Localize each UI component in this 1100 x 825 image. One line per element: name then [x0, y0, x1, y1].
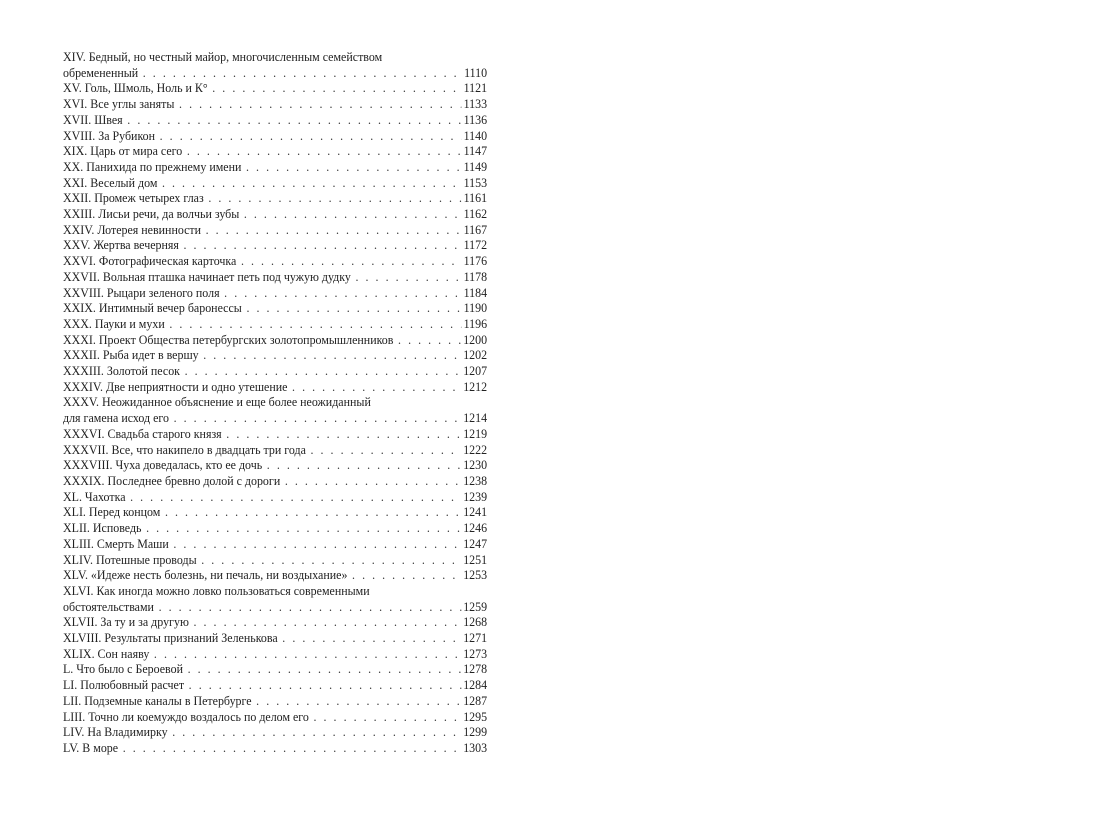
dot-leader — [398, 332, 461, 348]
toc-entry-title: XXX. Пауки и мухи — [63, 315, 165, 331]
toc-entry-line — [63, 724, 487, 740]
toc-page-number: 1162 — [463, 206, 488, 222]
toc-entry[interactable] — [63, 363, 488, 379]
toc-entry-title: XLV. «Идеже несть болезнь, ни печаль, ни воздыхание» — [63, 567, 348, 583]
toc-entry-title: XLIX. Сон наяву — [63, 645, 150, 661]
toc-entry-title: для гамена исход его — [63, 410, 170, 426]
toc-entry[interactable] — [63, 221, 488, 238]
dot-leader — [127, 112, 462, 128]
toc-entry-title: XXXI. Проект Общества петербургских золотопромышленников — [63, 331, 394, 347]
toc-entry[interactable] — [63, 488, 488, 505]
dot-leader — [187, 143, 462, 159]
toc-entry[interactable] — [63, 724, 488, 740]
toc-entry-line — [63, 536, 487, 552]
toc-page-number: 1133 — [463, 96, 488, 112]
toc-page-number: 1241 — [463, 504, 488, 520]
toc-entry-title: XXIII. Лисьи речи, да волчьи зубы — [63, 206, 240, 222]
toc-entry-title: XVII. Швея — [63, 111, 123, 127]
toc-entry[interactable] — [63, 268, 488, 285]
toc-entry-title: XLVIII. Результаты признаний Зеленькова — [63, 630, 278, 646]
toc-entry-title: XXXIII. Золотой песок — [63, 363, 180, 379]
dot-leader — [179, 96, 462, 112]
toc-entry[interactable] — [63, 520, 488, 536]
dot-leader — [224, 285, 462, 301]
dot-leader — [174, 410, 462, 426]
toc-entry-line — [63, 442, 487, 458]
toc-entry[interactable] — [63, 300, 488, 316]
toc-entry-title-line: XLVI. Как иногда можно ловко пользоваться современными — [63, 582, 370, 598]
dot-leader — [184, 237, 462, 253]
toc-entry[interactable] — [63, 394, 488, 426]
toc-entry-title: XXXII. Рыба идет в вершу — [63, 347, 199, 363]
toc-entry-title: XXIX. Интимный вечер баронессы — [63, 300, 242, 316]
toc-entry[interactable] — [63, 425, 488, 442]
dot-leader — [130, 489, 461, 505]
toc-entry[interactable] — [63, 237, 488, 253]
toc-entry[interactable] — [63, 504, 488, 520]
toc-entry[interactable] — [63, 96, 488, 112]
toc-entry[interactable] — [63, 567, 488, 583]
dot-leader — [208, 190, 461, 206]
dot-leader — [310, 442, 461, 458]
toc-page-number: 1212 — [463, 378, 488, 394]
toc-entry[interactable] — [63, 441, 488, 458]
toc-entry-line — [63, 379, 487, 395]
toc-entry[interactable] — [63, 739, 488, 756]
toc-entry-line — [63, 552, 487, 568]
toc-page-number: 1230 — [463, 457, 488, 473]
toc-entry-line — [63, 693, 487, 709]
toc-entry-title: XVI. Все углы заняты — [63, 96, 175, 112]
toc-entry-line — [63, 222, 487, 238]
toc-page-number: 1284 — [463, 677, 488, 693]
toc-entry[interactable] — [63, 190, 488, 206]
dot-leader — [162, 175, 462, 191]
toc-page-number: 1271 — [463, 630, 488, 646]
toc-page-number: 1259 — [463, 598, 488, 614]
toc-page-number: 1222 — [463, 441, 488, 457]
toc-entry-title: XXIV. Лотерея невинности — [63, 221, 202, 237]
dot-leader — [256, 693, 461, 709]
toc-page-number: 1251 — [463, 551, 488, 567]
toc-page-number: 1273 — [463, 645, 488, 661]
dot-leader — [226, 426, 461, 442]
toc-entry-line — [63, 661, 487, 677]
toc-page-number: 1153 — [463, 174, 488, 190]
toc-entry-title-line: XXXV. Неожиданное объяснение и еще более неожиданный — [63, 394, 371, 410]
toc-entry-line — [63, 159, 487, 175]
toc-entry-title: XV. Голь, Шмоль, Ноль и К° — [63, 80, 208, 96]
toc-entry-title: XXVI. Фотографическая карточка — [63, 253, 237, 269]
dot-leader — [172, 724, 461, 740]
dot-leader — [267, 457, 462, 473]
toc-entry[interactable] — [63, 535, 488, 552]
dot-leader — [212, 80, 462, 96]
toc-page-number: 1140 — [463, 127, 488, 143]
dot-leader — [246, 159, 462, 175]
toc-entry[interactable] — [63, 472, 488, 489]
toc-entry[interactable] — [63, 331, 488, 348]
dot-leader — [206, 222, 462, 238]
toc-entry-title: XX. Панихида по прежнему имени — [63, 158, 242, 174]
toc-entry-line — [63, 599, 487, 615]
toc-entry-line — [63, 709, 487, 725]
toc-entry-title: XXV. Жертва вечерняя — [63, 237, 179, 253]
dot-leader — [154, 646, 461, 662]
dot-leader — [352, 567, 461, 583]
toc-page-number: 1172 — [463, 237, 488, 253]
dot-leader — [244, 206, 462, 222]
dot-leader — [241, 253, 462, 269]
toc-entry-title: XXI. Веселый дом — [63, 174, 158, 190]
toc-entry-title: обремененный — [63, 64, 139, 80]
toc-entry-line — [63, 237, 487, 253]
dot-leader — [159, 599, 462, 615]
toc-entry[interactable] — [63, 174, 488, 191]
toc-page-number: 1149 — [463, 158, 488, 174]
toc-entry-title: XXXVI. Свадьба старого князя — [63, 425, 222, 441]
toc-entry[interactable] — [63, 158, 488, 175]
toc-entry[interactable] — [63, 692, 488, 709]
toc-entry[interactable] — [63, 143, 488, 159]
toc-page-number: 1161 — [463, 190, 488, 206]
toc-entry-line — [63, 269, 487, 285]
toc-entry[interactable] — [63, 111, 488, 128]
toc-entry-line — [63, 300, 487, 316]
dot-leader — [188, 661, 462, 677]
toc-page-number: 1214 — [463, 410, 488, 426]
toc-page-number: 1287 — [463, 692, 488, 708]
toc-entry-title: XXXVII. Все, что накипело в двадцать три года — [63, 441, 306, 457]
toc-entry-line — [63, 567, 487, 583]
toc-entry-line — [63, 332, 487, 348]
toc-page-number: 1299 — [463, 724, 488, 740]
toc-entry-line — [63, 614, 487, 630]
toc-entry[interactable] — [63, 284, 488, 301]
toc-entry-title: обстоятельствами — [63, 598, 154, 614]
toc-entry-line — [63, 410, 487, 426]
toc-entry-title: LII. Подземные каналы в Петербурге — [63, 692, 252, 708]
toc-entry-line — [63, 520, 487, 536]
toc-entry[interactable] — [63, 378, 488, 395]
toc-entry-title: XL. Чахотка — [63, 488, 126, 504]
toc-entry-line — [63, 253, 487, 269]
toc-page-number: 1176 — [463, 253, 488, 269]
toc-page-number: 1202 — [463, 347, 488, 363]
toc-entry[interactable] — [63, 677, 488, 693]
dot-leader — [292, 379, 461, 395]
toc-page-number: 1295 — [463, 708, 488, 724]
toc-entry-line — [63, 143, 487, 159]
toc-entry-title: XXXVIII. Чуха доведалась, кто ее дочь — [63, 457, 263, 473]
toc-entry-title: XLII. Исповедь — [63, 520, 142, 536]
toc-entry-title: XLIII. Смерть Маши — [63, 535, 169, 551]
dot-leader — [189, 677, 462, 693]
toc-entry[interactable] — [63, 347, 488, 363]
toc-entry[interactable] — [63, 645, 488, 662]
toc-page-number: 1207 — [463, 363, 488, 379]
toc-page-number: 1239 — [463, 488, 488, 504]
toc-entry-title: XXXIX. Последнее бревно долой с дороги — [63, 472, 281, 488]
toc-entry[interactable] — [63, 457, 488, 473]
toc-page-number: 1200 — [463, 331, 488, 347]
toc-entry[interactable] — [63, 206, 488, 222]
toc-page-number: 1278 — [463, 661, 488, 677]
toc-entry[interactable] — [63, 630, 488, 646]
toc-entry-line — [63, 285, 487, 301]
toc-entry-title: LIV. На Владимирку — [63, 724, 168, 740]
toc-entry-line — [63, 426, 487, 442]
toc-entry-line — [63, 190, 487, 206]
toc-entry-line — [63, 65, 487, 81]
table-of-contents — [63, 49, 488, 756]
toc-entry[interactable] — [63, 708, 488, 725]
toc-entry-title: XXVII. Вольная пташка начинает петь под чужую дудку — [63, 268, 351, 284]
toc-entry-line — [63, 347, 487, 363]
toc-page-number: 1196 — [463, 315, 488, 331]
toc-entry-line — [63, 457, 487, 473]
toc-entry-line — [63, 630, 487, 646]
dot-leader — [203, 347, 461, 363]
toc-page-number: 1121 — [463, 80, 488, 96]
toc-entry-line — [63, 489, 487, 505]
toc-entry-line — [63, 96, 487, 112]
dot-leader — [185, 363, 462, 379]
toc-entry[interactable] — [63, 127, 488, 144]
toc-entry-line — [63, 206, 487, 222]
toc-entry-line — [63, 80, 487, 96]
toc-page-number: 1167 — [463, 221, 488, 237]
toc-page-number: 1219 — [463, 425, 488, 441]
dot-leader — [146, 520, 461, 536]
toc-entry-line — [63, 316, 487, 332]
toc-entry-line — [63, 740, 487, 756]
dot-leader — [356, 269, 462, 285]
toc-entry-line — [63, 112, 487, 128]
toc-entry-title: XXVIII. Рыцари зеленого поля — [63, 284, 220, 300]
dot-leader — [201, 552, 461, 568]
toc-entry[interactable] — [63, 582, 488, 614]
toc-entry-title: LV. В море — [63, 739, 119, 755]
toc-entry-title: XXII. Промеж четырех глаз — [63, 190, 204, 206]
toc-entry[interactable] — [63, 253, 488, 269]
toc-entry[interactable] — [63, 49, 488, 80]
dot-leader — [173, 536, 461, 552]
toc-page-number: 1268 — [463, 614, 488, 630]
dot-leader — [169, 316, 461, 332]
toc-entry-title: XXXIV. Две неприятности и одно утешение — [63, 378, 288, 394]
toc-entry[interactable] — [63, 614, 488, 630]
toc-entry-title: XIX. Царь от мира сего — [63, 143, 183, 159]
dot-leader — [193, 614, 461, 630]
toc-entry-line — [63, 363, 487, 379]
toc-page-number: 1178 — [463, 268, 488, 284]
toc-page-number: 1147 — [463, 143, 488, 159]
toc-page-number: 1247 — [463, 535, 488, 551]
dot-leader — [313, 709, 461, 725]
dot-leader — [123, 740, 462, 756]
toc-entry-title: XLI. Перед концом — [63, 504, 161, 520]
toc-entry-line — [63, 646, 487, 662]
toc-page-number: 1303 — [463, 739, 488, 755]
dot-leader — [282, 630, 461, 646]
toc-page-number: 1190 — [463, 300, 488, 316]
dot-leader — [143, 65, 462, 81]
toc-entry-title-line: XIV. Бедный, но честный майор, многочисленным семейством — [63, 49, 383, 64]
dot-leader — [285, 473, 462, 489]
dot-leader — [165, 504, 461, 520]
toc-entry[interactable] — [63, 80, 488, 96]
toc-entry[interactable] — [63, 661, 488, 677]
toc-entry-title: XVIII. За Рубикон — [63, 127, 156, 143]
toc-entry-title: LIII. Точно ли коемуждо воздалось по делом его — [63, 708, 309, 724]
toc-entry[interactable] — [63, 315, 488, 332]
toc-page-number: 1253 — [463, 567, 488, 583]
toc-page-number: 1110 — [464, 64, 488, 80]
toc-entry-line — [63, 128, 487, 144]
toc-entry-title: XLIV. Потешные проводы — [63, 551, 197, 567]
toc-page-number: 1184 — [463, 284, 488, 300]
toc-entry-line — [63, 504, 487, 520]
toc-entry-line — [63, 473, 487, 489]
toc-entry-title: LI. Полюбовный расчет — [63, 677, 185, 693]
toc-page-number: 1246 — [463, 520, 488, 536]
toc-entry-line — [63, 677, 487, 693]
toc-page-number: 1136 — [463, 111, 488, 127]
dot-leader — [246, 300, 461, 316]
toc-page-number: 1238 — [463, 472, 488, 488]
toc-entry-title: L. Что было с Бероевой — [63, 661, 184, 677]
toc-entry-line — [63, 175, 487, 191]
toc-entry-title: XLVII. За ту и за другую — [63, 614, 189, 630]
dot-leader — [160, 128, 462, 144]
toc-entry[interactable] — [63, 551, 488, 568]
